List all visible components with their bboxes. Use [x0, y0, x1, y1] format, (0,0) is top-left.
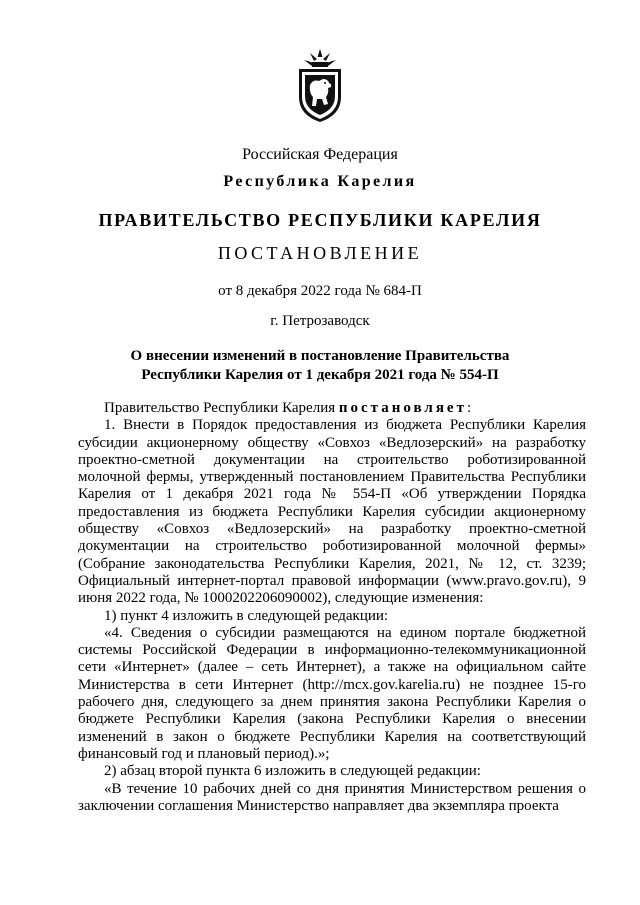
document-type: ПОСТАНОВЛЕНИЕ	[217, 243, 423, 263]
document-title	[0, 347, 640, 385]
paragraph-3: «4. Сведения о субсидии размещаются на едином портале бюджетной системы Российской Федерации в информационно-телекоммуникационной сети «Интернет» (далее – сеть Интернет), а также на официальном сайте Министерства в сети Интернет (http://mcx.gov.karelia.ru) не позднее 15-го рабочего дня, следующего за днем принятия закона Республики Карелия о бюджете Республики Карелия (закона Республики Карелия о внесении изменений в закон о бюджете Республики Карелия на соответствующий финансовый год и плановый период).»;	[78, 624, 586, 762]
document-city: г. Петрозаводск	[270, 313, 370, 329]
intro-suffix: :	[466, 400, 472, 416]
intro-prefix: Правительство Республики Карелия	[104, 400, 339, 416]
republic-name: Республика Карелия	[223, 173, 417, 190]
document-title-line-2: Республики Карелия от 1 декабря 2021 года № 554-П	[141, 367, 499, 383]
government-name: ПРАВИТЕЛЬСТВО РЕСПУБЛИКИ КАРЕЛИЯ	[98, 210, 542, 230]
paragraph-1: 1. Внести в Порядок предоставления из бюджета Республики Карелия субсидии акционерному обществу «Совхоз «Ведлозерский» на разработку проектно-сметной документации на строительство роботизированной молочной фермы, утвержденный постановлением Правительства Республики Карелия от 1 декабря 2021 года № 554-П «Об утверждении Порядка предоставления из бюджета Республики Карелия субсидии акционерному обществу «Совхоз «Ведлозерский» на разработку проектно-сметной документации на строительство роботизированной молочной фермы» (Собрание законодательства Республики Карелия, 2021, № 12, ст. 3239; Официальный интернет-портал правовой информации (www.pravo.gov.ru), 9 июня 2022 года, № 1000202206090002), следующие изменения:	[78, 417, 586, 607]
paragraph-5: «В течение 10 рабочих дней со дня принятия Министерством решения о заключении соглашения Министерство направляет два экземпляра проекта	[78, 780, 586, 814]
document-title-line-1: О внесении изменений в постановление Правительства	[130, 348, 510, 364]
karelia-coat-of-arms-icon	[295, 49, 345, 123]
paragraph-2: 1) пункт 4 изложить в следующей редакции:	[104, 607, 389, 624]
decree-word: постановляет	[338, 400, 467, 416]
intro-paragraph	[78, 400, 586, 417]
country-name: Российская Федерация	[242, 146, 398, 163]
paragraph-4: 2) абзац второй пункта 6 изложить в следующей редакции:	[104, 763, 481, 780]
document-date-number: от 8 декабря 2022 года № 684-П	[218, 283, 422, 299]
document-body	[78, 400, 586, 815]
